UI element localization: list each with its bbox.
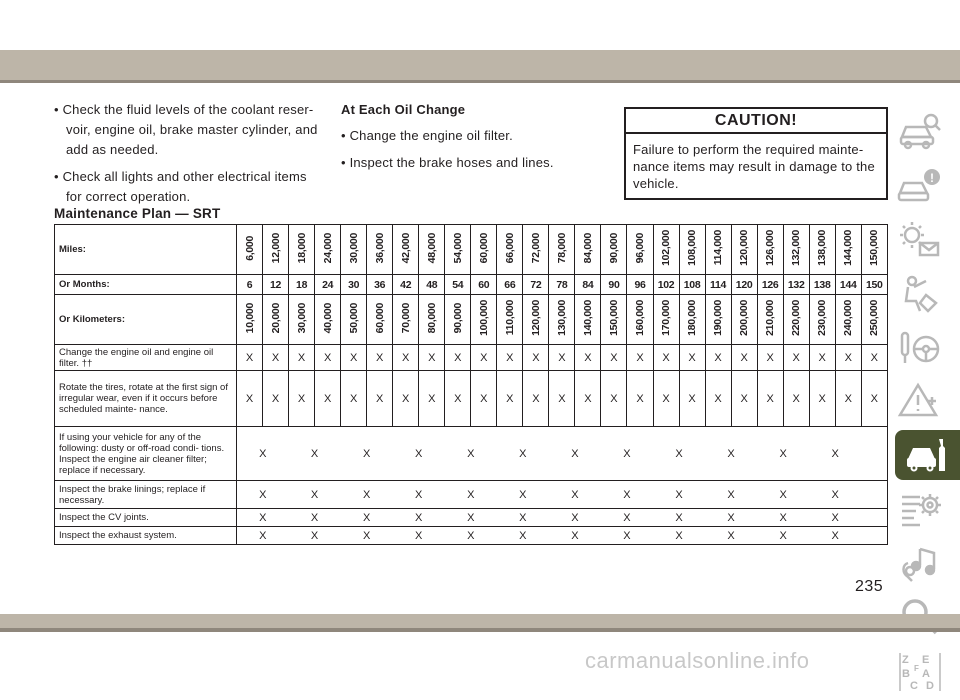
service-mark: X [809, 371, 835, 427]
maintenance-item-row [55, 371, 888, 427]
bottom-decorative-band [0, 614, 960, 628]
service-mark: X [497, 509, 549, 527]
service-mark: X [237, 527, 289, 545]
tab-servicing-maintenance[interactable] [895, 430, 960, 480]
miles-row-value: 144,000 [842, 230, 855, 266]
service-mark: X [497, 345, 523, 371]
miles-row-value: 42,000 [399, 232, 412, 264]
service-mark: X [445, 371, 471, 427]
miles-row-cell [419, 225, 445, 275]
service-mark: X [627, 371, 653, 427]
miles-row-cell [835, 225, 861, 275]
caution-box [624, 107, 888, 200]
service-mark: X [809, 481, 861, 509]
service-mark: X [367, 345, 393, 371]
months-row-cell: 48 [419, 275, 445, 295]
service-mark: X [289, 527, 341, 545]
top-decorative-line [0, 80, 960, 83]
service-mark: X [757, 527, 809, 545]
maintenance-item-label: Rotate the tires, rotate at the first sign of irregular wear, even if it occurs before scheduled mainte- nance. [55, 371, 237, 427]
miles-row-value: 36,000 [373, 232, 386, 264]
service-mark: X [549, 371, 575, 427]
service-mark: X [601, 345, 627, 371]
kilometers-row-value: 190,000 [712, 300, 725, 336]
kilometers-row-value: 150,000 [607, 300, 620, 336]
kilometers-row-cell [575, 295, 601, 345]
miles-row-cell [393, 225, 419, 275]
months-row-cell: 102 [653, 275, 679, 295]
service-mark: X [237, 509, 289, 527]
kilometers-row-value: 130,000 [555, 300, 568, 336]
months-row-cell: 84 [575, 275, 601, 295]
months-row-cell: 60 [471, 275, 497, 295]
kilometers-row-cell [471, 295, 497, 345]
kilometers-row-value: 60,000 [373, 302, 386, 334]
kilometers-row-cell [289, 295, 315, 345]
index-letters-icon [898, 651, 942, 691]
miles-row-cell [263, 225, 289, 275]
months-row-cell: 150 [861, 275, 887, 295]
service-mark: X [835, 371, 861, 427]
miles-row [55, 225, 888, 275]
svg-text:F: F [914, 664, 919, 673]
months-row-cell: 6 [237, 275, 263, 295]
service-mark: X [861, 345, 887, 371]
maintenance-item-label: Inspect the brake linings; replace if necessary. [55, 481, 237, 509]
miles-row-value: 126,000 [764, 230, 777, 266]
miles-row-value: 108,000 [686, 230, 699, 266]
service-mark: X [783, 345, 809, 371]
service-mark: X [809, 427, 861, 481]
service-mark: X [445, 527, 497, 545]
multimedia-icon [898, 543, 942, 583]
tab-index[interactable] [895, 646, 945, 696]
tab-multimedia[interactable] [895, 538, 945, 588]
service-mark: X [653, 481, 705, 509]
kilometers-row-cell [783, 295, 809, 345]
months-row-cell: 96 [627, 275, 653, 295]
service-mark: X [809, 509, 861, 527]
service-mark: X [341, 427, 393, 481]
service-mark: X [237, 427, 289, 481]
kilometers-row-value: 90,000 [451, 302, 464, 334]
service-mark: X [315, 371, 341, 427]
months-row-cell: 120 [731, 275, 757, 295]
service-mark: X [237, 371, 263, 427]
maintenance-item-label: If using your vehicle for any of the following: dusty or off-road condi- tions. Inspect the engine air cleaner filter; replace if necessary. [55, 427, 237, 481]
svg-text:!: ! [930, 171, 934, 185]
kilometers-row-value: 30,000 [295, 302, 308, 334]
service-mark: X [601, 527, 653, 545]
miles-row-value: 132,000 [790, 230, 803, 266]
months-row-cell: 12 [263, 275, 289, 295]
service-mark: X [809, 527, 861, 545]
miles-row-value: 60,000 [477, 232, 490, 264]
service-mark: X [653, 345, 679, 371]
miles-row-value: 96,000 [633, 232, 646, 264]
service-mark: X [419, 345, 445, 371]
service-mark: X [497, 427, 549, 481]
tab-specifications[interactable] [895, 484, 945, 534]
caution-title: CAUTION! [626, 109, 886, 134]
tab-safety[interactable] [895, 268, 945, 318]
svg-text:D: D [926, 680, 934, 692]
months-row-cell: 108 [679, 275, 705, 295]
kilometers-row-value: 180,000 [686, 300, 699, 336]
kilometers-row-value: 10,000 [243, 302, 256, 334]
watermark-text: carmanualsonline.info [585, 648, 810, 673]
service-mark: X [497, 371, 523, 427]
service-mark: X [835, 345, 861, 371]
miles-row-cell [809, 225, 835, 275]
miles-row-value: 6,000 [243, 235, 256, 261]
service-mark: X [705, 509, 757, 527]
service-mark: X [861, 371, 887, 427]
miles-row-label: Miles: [55, 225, 237, 275]
kilometers-row-value: 40,000 [321, 302, 334, 334]
months-row-cell: 54 [445, 275, 471, 295]
tab-starting-operating[interactable] [895, 322, 945, 372]
oil-change-column [341, 100, 607, 180]
kilometers-row-value: 120,000 [529, 300, 542, 336]
kilometers-row [55, 295, 888, 345]
service-mark: X [289, 427, 341, 481]
car-alert-icon [898, 165, 942, 205]
kilometers-row-value: 210,000 [764, 300, 777, 336]
kilometers-row-cell [731, 295, 757, 345]
service-mark: X [393, 371, 419, 427]
brake-hoses-bullet: • Inspect the brake hoses and lines. [341, 155, 554, 170]
service-mark: X [289, 371, 315, 427]
emergency-triangle-icon [898, 381, 942, 421]
service-mark: X [627, 345, 653, 371]
kilometers-row-cell [653, 295, 679, 345]
miles-row-value: 30,000 [347, 232, 360, 264]
chapter-tabs-sidebar [895, 106, 945, 700]
miles-row-cell [549, 225, 575, 275]
service-mark: X [601, 427, 653, 481]
service-mark: X [549, 427, 601, 481]
service-mark: X [263, 345, 289, 371]
months-row-cell: 66 [497, 275, 523, 295]
maintenance-item-label: Inspect the exhaust system. [55, 527, 237, 545]
service-mark: X [341, 481, 393, 509]
kilometers-row-cell [861, 295, 887, 345]
safety-airbag-icon [898, 273, 942, 313]
kilometers-row-value: 230,000 [816, 300, 829, 336]
maintenance-table [54, 224, 888, 545]
service-mark: X [393, 481, 445, 509]
service-mark: X [653, 371, 679, 427]
service-mark: X [783, 371, 809, 427]
service-mark: X [705, 481, 757, 509]
miles-row-cell [627, 225, 653, 275]
car-info-icon [898, 111, 942, 151]
miles-row-cell [653, 225, 679, 275]
maintenance-plan-title: Maintenance Plan — SRT [54, 206, 221, 221]
months-row-cell: 90 [601, 275, 627, 295]
tab-dashboard-lights[interactable] [895, 214, 945, 264]
tab-emergency[interactable] [895, 376, 945, 426]
months-row-cell: 36 [367, 275, 393, 295]
service-mark: X [549, 345, 575, 371]
months-row-cell: 78 [549, 275, 575, 295]
service-mark: X [653, 527, 705, 545]
service-mark: X [445, 345, 471, 371]
kilometers-row-cell [757, 295, 783, 345]
service-mark: X [601, 509, 653, 527]
service-mark: X [471, 371, 497, 427]
service-mark: X [731, 345, 757, 371]
empty-cell [861, 509, 887, 527]
miles-row-cell [705, 225, 731, 275]
service-mark: X [367, 371, 393, 427]
service-mark: X [393, 527, 445, 545]
service-mark: X [341, 345, 367, 371]
service-mark: X [497, 527, 549, 545]
kilometers-row-value: 110,000 [503, 300, 516, 336]
service-mark: X [393, 509, 445, 527]
kilometers-row-cell [601, 295, 627, 345]
kilometers-row-cell [627, 295, 653, 345]
service-mark: X [263, 371, 289, 427]
service-mark: X [705, 527, 757, 545]
lights-check-bullet: • Check all lights and other electrical items for correct operation. [54, 169, 307, 204]
kilometers-row-cell [419, 295, 445, 345]
miles-row-cell [315, 225, 341, 275]
miles-row-cell [523, 225, 549, 275]
maintenance-item-row [55, 345, 888, 371]
service-mark: X [757, 371, 783, 427]
kilometers-row-cell [315, 295, 341, 345]
service-mark: X [237, 481, 289, 509]
months-row-cell: 18 [289, 275, 315, 295]
kilometers-row-value: 250,000 [868, 300, 881, 336]
miles-row-value: 114,000 [712, 230, 725, 266]
service-mark: X [575, 371, 601, 427]
months-row-label: Or Months: [55, 275, 237, 295]
miles-row-cell [783, 225, 809, 275]
kilometers-row-cell [705, 295, 731, 345]
kilometers-row-cell [549, 295, 575, 345]
dashboard-lights-icon [898, 219, 942, 259]
specifications-gear-icon [898, 489, 942, 529]
service-mark: X [445, 427, 497, 481]
service-mark: X [731, 371, 757, 427]
kilometers-row-value: 170,000 [660, 300, 673, 336]
service-mark: X [549, 527, 601, 545]
kilometers-row-value: 240,000 [842, 300, 855, 336]
tab-car-info[interactable] [895, 106, 945, 156]
kilometers-row-value: 70,000 [399, 302, 412, 334]
service-mark: X [705, 345, 731, 371]
kilometers-row-cell [263, 295, 289, 345]
service-mark: X [575, 345, 601, 371]
months-row [55, 275, 888, 295]
months-row-cell: 24 [315, 275, 341, 295]
empty-cell [861, 427, 887, 481]
maintenance-item-row [55, 509, 888, 527]
months-row-cell: 30 [341, 275, 367, 295]
steering-start-icon [898, 327, 942, 367]
miles-row-value: 12,000 [269, 232, 282, 264]
kilometers-row-cell [367, 295, 393, 345]
months-row-cell: 138 [809, 275, 835, 295]
svg-text:Z: Z [902, 654, 909, 666]
service-mark: X [757, 481, 809, 509]
service-mark: X [705, 427, 757, 481]
kilometers-row-cell [237, 295, 263, 345]
service-mark: X [757, 509, 809, 527]
service-mark: X [523, 371, 549, 427]
bottom-decorative-line [0, 628, 960, 632]
left-text-column [54, 100, 326, 214]
kilometers-row-cell [393, 295, 419, 345]
kilometers-row-cell [523, 295, 549, 345]
service-mark: X [679, 371, 705, 427]
page-number: 235 [855, 578, 884, 595]
service-mark: X [341, 527, 393, 545]
tab-car-alert[interactable] [895, 160, 945, 210]
svg-text:C: C [910, 680, 918, 692]
empty-cell [861, 481, 887, 509]
miles-row-cell [861, 225, 887, 275]
maintenance-item-label: Inspect the CV joints. [55, 509, 237, 527]
svg-text:E: E [922, 654, 930, 666]
service-mark: X [341, 371, 367, 427]
miles-row-cell [237, 225, 263, 275]
top-decorative-band [0, 50, 960, 80]
kilometers-row-cell [497, 295, 523, 345]
service-mark: X [393, 345, 419, 371]
maintenance-item-row [55, 527, 888, 545]
oil-filter-bullet: • Change the engine oil filter. [341, 128, 513, 143]
service-mark: X [549, 509, 601, 527]
kilometers-row-value: 140,000 [581, 300, 594, 336]
service-mark: X [237, 345, 263, 371]
months-row-cell: 114 [705, 275, 731, 295]
miles-row-cell [471, 225, 497, 275]
months-row-cell: 132 [783, 275, 809, 295]
service-mark: X [705, 371, 731, 427]
kilometers-row-value: 100,000 [477, 300, 490, 336]
miles-row-value: 90,000 [607, 232, 620, 264]
service-mark: X [445, 481, 497, 509]
kilometers-row-cell [809, 295, 835, 345]
service-mark: X [601, 481, 653, 509]
service-mark: X [289, 345, 315, 371]
svg-text:B: B [902, 668, 910, 680]
miles-row-value: 24,000 [321, 232, 334, 264]
months-row-cell: 72 [523, 275, 549, 295]
kilometers-row-value: 50,000 [347, 302, 360, 334]
maintenance-item-row [55, 427, 888, 481]
miles-row-value: 18,000 [295, 232, 308, 264]
service-mark: X [653, 427, 705, 481]
service-mark: X [757, 345, 783, 371]
caution-body: Failure to perform the required mainte- nance items may result in damage to the vehicle. [633, 142, 875, 191]
kilometers-row-label: Or Kilometers: [55, 295, 237, 345]
kilometers-row-value: 220,000 [790, 300, 803, 336]
miles-row-cell [497, 225, 523, 275]
kilometers-row-value: 200,000 [738, 300, 751, 336]
miles-row-value: 48,000 [425, 232, 438, 264]
service-mark: X [653, 509, 705, 527]
maintenance-item-label: Change the engine oil and engine oil filter. †† [55, 345, 237, 371]
miles-row-cell [445, 225, 471, 275]
miles-row-value: 72,000 [529, 232, 542, 264]
kilometers-row-cell [679, 295, 705, 345]
svg-text:A: A [922, 668, 930, 680]
miles-row-value: 150,000 [868, 230, 881, 266]
kilometers-row-value: 20,000 [269, 302, 282, 334]
miles-row-cell [341, 225, 367, 275]
kilometers-row-cell [341, 295, 367, 345]
service-mark: X [445, 509, 497, 527]
service-mark: X [289, 481, 341, 509]
months-row-cell: 144 [835, 275, 861, 295]
service-mark: X [757, 427, 809, 481]
service-mark: X [315, 345, 341, 371]
kilometers-row-cell [835, 295, 861, 345]
kilometers-row-value: 160,000 [633, 300, 646, 336]
miles-row-cell [289, 225, 315, 275]
oil-change-heading: At Each Oil Change [341, 102, 466, 117]
service-mark: X [523, 345, 549, 371]
service-mark: X [393, 427, 445, 481]
service-mark: X [809, 345, 835, 371]
service-mark: X [679, 345, 705, 371]
kilometers-row-value: 80,000 [425, 302, 438, 334]
months-row-cell: 126 [757, 275, 783, 295]
service-mark: X [419, 371, 445, 427]
miles-row-cell [757, 225, 783, 275]
miles-row-cell [731, 225, 757, 275]
service-mark: X [549, 481, 601, 509]
kilometers-row-cell [445, 295, 471, 345]
months-row-cell: 42 [393, 275, 419, 295]
miles-row-value: 66,000 [503, 232, 516, 264]
service-mark: X [341, 509, 393, 527]
miles-row-cell [575, 225, 601, 275]
car-service-icon [906, 435, 950, 475]
empty-cell [861, 527, 887, 545]
maintenance-item-row [55, 481, 888, 509]
service-mark: X [497, 481, 549, 509]
miles-row-cell [367, 225, 393, 275]
miles-row-cell [601, 225, 627, 275]
service-mark: X [289, 509, 341, 527]
miles-row-cell [679, 225, 705, 275]
coolant-check-bullet: • Check the fluid levels of the coolant reser- voir, engine oil, brake master cylinder, and add as needed. [54, 102, 318, 157]
miles-row-value: 102,000 [660, 230, 673, 266]
service-mark: X [471, 345, 497, 371]
miles-row-value: 54,000 [451, 232, 464, 264]
miles-row-value: 120,000 [738, 230, 751, 266]
service-mark: X [601, 371, 627, 427]
miles-row-value: 78,000 [555, 232, 568, 264]
miles-row-value: 84,000 [581, 232, 594, 264]
miles-row-value: 138,000 [816, 230, 829, 266]
